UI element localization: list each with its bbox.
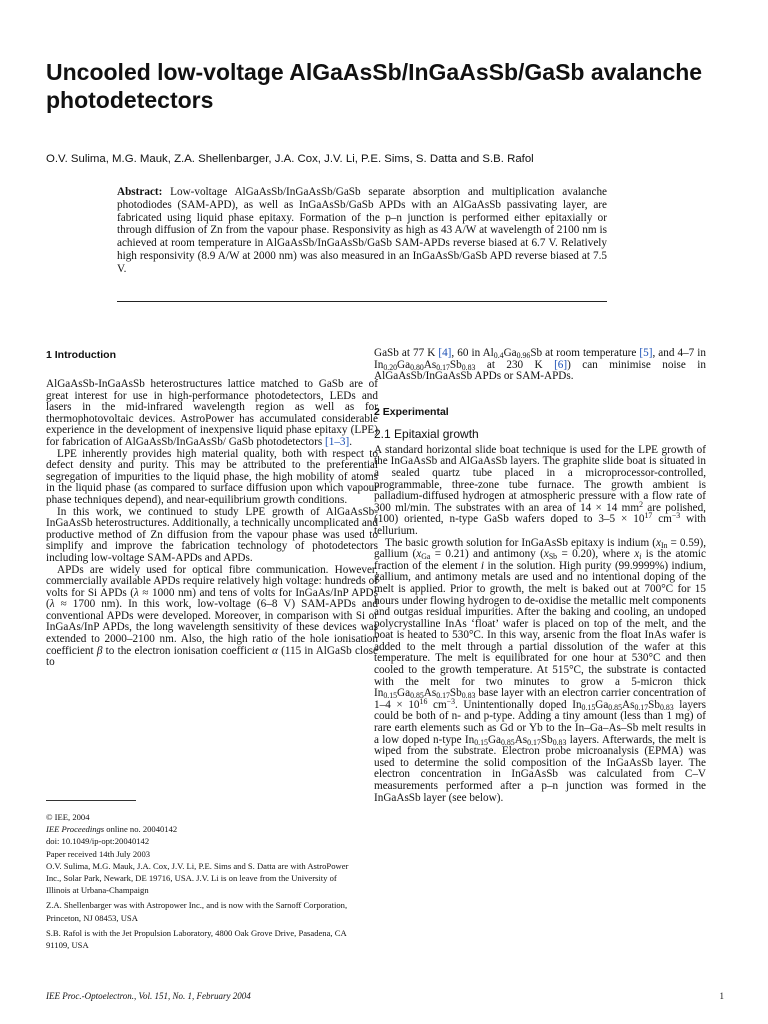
- paragraph: APDs are widely used for optical fibre communication. However, commercially available APDs require relatively high voltage: hundreds of volts for Si APDs (λ ≈ 1000 nm) and tens of volts for InGaAs/InP APDs (λ ≈ 1700 nm). In this work, low-voltage (6–8 V) SAM-APDs and conventional APDs were developed. Moreover, in comparison with Si or InGaAs/InP APDs, the long wavelength sensitivity of these devices was extended to 2000–2100 nm. Also, the high ratio of the hole ionisation coefficient β to the electron ionisation coefficient α (115 in AlGaSb close to: [46, 563, 378, 669]
- section-heading-introduction: 1 Introduction: [46, 349, 116, 361]
- citation-link[interactable]: [4]: [438, 347, 452, 359]
- citation-link[interactable]: [5]: [639, 347, 653, 359]
- received-note: Paper received 14th July 2003: [46, 848, 151, 859]
- affiliation-note: Z.A. Shellenbarger was with Astropower Inc., and is now with the Sarnoff Corporation, Princeton, NJ 08453, USA: [46, 900, 348, 923]
- subsection-heading-epitaxial-growth: 2.1 Epitaxial growth: [374, 426, 479, 441]
- abstract-divider: [117, 301, 607, 302]
- doi-note: doi: 10.1049/ip-opt:20040142: [46, 836, 150, 847]
- page-footer: [46, 991, 724, 1001]
- paragraph: AlGaAsSb-InGaAsSb heterostructures lattice matched to GaSb are of great interest for use in high-performance photodetectors, LEDs and lasers in the mid-infrared wavelength region as well as for thermophotovoltaic devices. AstroPower has accumulated considerable experience in the development of inexpensive liquid phase epitaxy (LPE) for fabrication of AlGaAsSb/InGaAsSb/ GaSb photodetectors [1–3].: [46, 378, 378, 448]
- abstract: [117, 186, 607, 276]
- online-number: online no. 20040142: [104, 824, 178, 835]
- citation-link[interactable]: [6]: [554, 358, 568, 371]
- author-list: O.V. Sulima, M.G. Mauk, Z.A. Shellenbarger, J.A. Cox, J.V. Li, P.E. Sims, S. Datta and S.B. Rafol: [46, 153, 534, 165]
- journal-citation: IEE Proc.-Optoelectron., Vol. 151, No. 1, February 2004: [46, 991, 251, 1001]
- copyright-note: © IEE, 2004: [46, 812, 90, 822]
- journal-name: IEE Proceedings: [46, 824, 105, 835]
- paragraph: The basic growth solution for InGaAsSb epitaxy is indium $(x_{In} = 0.59)$, gallium $(x_{Ga} = 0.21)$ and antimony $(x_{Sb} = 0.20)$, where $x_i$ is the atomic fraction of the element i in the solution. High purity (99.9999%) indium, gallium, and antimony metals are used and no intentional doping of the melt is applied. Prior to growth, the melt is baked out at 700°C for 15 hours under flowing hydrogen to de-oxidise the metallic melt components and outgas residual impurities. After the baking and cooling, an undoped polycrystalline InAs ‘float’ wafer is placed on top of the melt, and the boat is heated to 530°C. In this way, arsenic from the float InAs wafer is added to the melt through a partial dissolution of the wafer at this temperature. The melt is equilibrated for one hour at 530°C and then cooled to the growth temperature. At 515°C, the substrate is contacted with the melt for two minutes to grow a 5-micron thick $In_{0.15}Ga_{0.85}As_{0.17}Sb_{0.83}$ base layer with an electron carrier concentration of $1-4 \times 10^{16}$ $cm^{-3}$. Unintentionally doped $In_{0.15}Ga_{0.85}As_{0.17}Sb_{0.83}$ layers could be both of n- and p-type. Adding a tiny amount (less than 1 mg) of rare earth elements such as Gd or Yb to the In–Ga–As–Sb melt results in a low doped n-type $In_{0.15}Ga_{0.85}As_{0.17}Sb_{0.83}$ layers. Afterwards, the melt is wiped from the substrate. Electron probe microanalysis (EPMA) was used to determine the solid composition of the InGaAsSb layer. The electron concentration in InGaAsSb was calculated from C–V measurements performed after a p–n junction was formed in the InGaAsSb layer (see below).: [374, 536, 707, 804]
- footnote-divider: [46, 800, 136, 801]
- paper-title: Uncooled low-voltage AlGaAsSb/InGaAsSb/GaSb avalanche photodetectors: [46, 59, 703, 113]
- abstract-text: Low-voltage AlGaAsSb/InGaAsSb/GaSb separate absorption and multiplication avalanche photodiodes (SAM-APD), as well as InGaAsSb/GaSb APDs with an AlGaAsSb passivating layer, are fabricated using liquid phase epitaxy. Formation of the p–n junction is performed either epitaxially or through diffusion of Zn from the vapour phase. Responsivity as high as 43 A/W at wavelength of 2100 nm is achieved at room temperature in AlGaAsSb/InGaAsSb/GaSb SAM-APDs reverse biased at 6.7 V. Relatively high responsivity (8.9 A/W at 2000 nm) was also measured in an InGaAsSb/GaSb APD reverse biased at 7.5 V.: [117, 186, 607, 275]
- affiliation-note: S.B. Rafol is with the Jet Propulsion Laboratory, 4800 Oak Grove Drive, Pasadena, CA 91109, USA: [46, 927, 347, 951]
- paragraph: In this work, we continued to study LPE growth of AlGaAsSb-InGaAsSb heterostructures. Additionally, a technically uncomplicated and productive method of Zn diffusion from the vapour phase was used to simplify and improve the fabrication technology of photodetectors including low-voltage SAM-APDs and APDs.: [46, 505, 378, 564]
- left-column: [46, 348, 378, 669]
- citation-link[interactable]: [1–3]: [325, 435, 350, 448]
- right-column: [374, 348, 706, 804]
- section-heading-experimental: 2 Experimental: [374, 405, 449, 418]
- abstract-label: Abstract:: [117, 186, 163, 198]
- paragraph: A standard horizontal slide boat technique is used for the LPE growth of the InGaAsSb and AlGaAsSb layers. The graphite slide boat is situated in a sealed quartz tube placed in a microprocessor-controlled, programmable, three-zone tube furnace. The growth ambient is palladium-diffused hydrogen at atmospheric pressure with a flow rate of 300 ml/min. The substrates with an area of 14 × 14 $mm^2$ are polished, (100) oriented, n-type GaSb wafers doped to $3-5 \times 10^{17}$ $cm^{-3}$ with tellurium.: [374, 443, 707, 537]
- paragraph: LPE inherently provides high material quality, both with respect to defect density and purity. This may be attributed to the preferential segregation of impurities to the liquid phase, the high mobility of atoms in the liquid phase (as compared to surface diffusion upon which vapour phase techniques depend), and near-equilibrium growth conditions.: [46, 447, 378, 506]
- paragraph: GaSb at 77 K [4], 60 in $Al_{0.4}Ga_{0.96}Sb$ at room temperature [5], and 4–7 in $In_{0.20}Ga_{0.80}As_{0.17}Sb_{0.83}$ at 230 K [6]) can minimise noise in AlGaAsSb/InGaAsSb APDs or SAM-APDs.: [374, 347, 706, 383]
- online-note: [46, 823, 351, 835]
- page-number: 1: [719, 991, 724, 1001]
- footnotes: [46, 811, 351, 951]
- affiliation-note: O.V. Sulima, M.G. Mauk, J.A. Cox, J.V. Li, P.E. Sims and S. Datta are with AstroPower Inc., Solar Park, Newark, DE 19716, USA. J.V. Li is on leave from the University of Illinois at Urbana-Champaign: [46, 860, 349, 896]
